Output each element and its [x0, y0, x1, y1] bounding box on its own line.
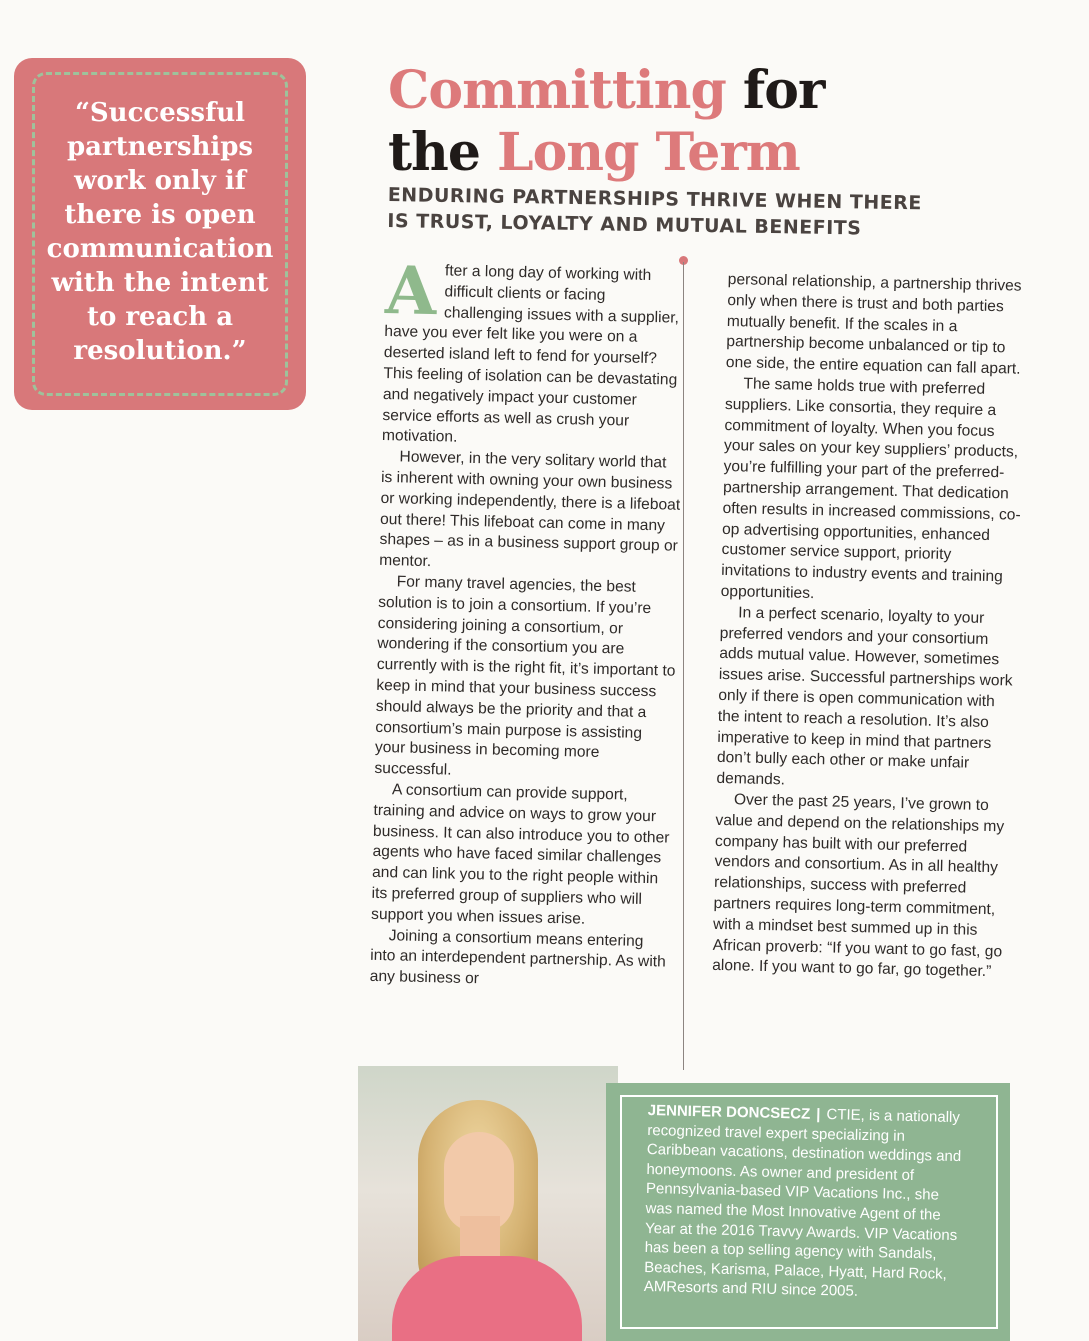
article-paragraph-5: Joining a consortium means entering into an interdependent partnership. As with any business or — [369, 926, 666, 988]
author-bio-text — [644, 1101, 968, 1304]
article-paragraph-2: However, in the very solitary world that is inherent with owning your own business or working independently, there is a lifeboat out there! This lifeboat can come in many shapes – as in a business support group or mentor. — [378, 448, 681, 571]
article-paragraph-7: In a perfect scenario, loyalty to your preferred vendors and your consortium adds mutual value. However, sometimes issues arise. Successful partnerships work only if there is open communication with the intent to reach a resolution. It’s also imperative to keep in mind that partners don’t bully each other or make unfair demands. — [716, 604, 1013, 789]
drop-cap: A — [384, 251, 438, 331]
article-headline — [388, 60, 948, 184]
article-column-right — [712, 270, 1028, 984]
article-subhead: ENDURING PARTNERSHIPS THRIVE WHEN THERE IS TRUST, LOYALTY AND MUTUAL BENEFITS — [387, 183, 922, 240]
paragraph-1-text: fter a long day of working with difficult clients or facing challenging issues with a supplier, have you ever felt like you were on a deserted island left to fend for yourself? This feeling of isolation can be devastating and negatively impact your customer service efforts as well as crush your motivation. — [381, 262, 680, 447]
pull-quote-card — [14, 58, 306, 410]
article-paragraph-1 — [381, 251, 686, 454]
author-photo-dress — [392, 1256, 582, 1341]
headline-part-3: the — [388, 122, 498, 183]
article-paragraph-3: For many travel agencies, the best solution is to join a consortium. If you’re considering joining a consortium, or wondering if the consortium you are currently with is the right fit, it’s important to keep in mind that your business success should always be the priority and that a consortium’s main purpose is assisting your business in becoming more successful. — [374, 573, 676, 779]
headline-part-2: for — [725, 60, 825, 121]
headline-part-1: Committing — [388, 60, 726, 121]
article-paragraph-5-continued: personal relationship, a partnership thrives only when there is trust and both parties mutually benefit. If the scales in a partnership become unbalanced or tip to one side, the entire equation can fall apart. — [725, 270, 1022, 378]
article-paragraph-6: The same holds true with preferred suppliers. Like consortia, they require a commitment of loyalty. When you focus your sales on your key suppliers’ products, you’re fulfilling your part of the preferred-partnership arrangement. That dedication often results in increased commissions, co-op advertising opportunities, enhanced customer service support, priority invitations to industry events and training opportunities. — [720, 375, 1021, 602]
author-name-separator: | — [816, 1105, 821, 1123]
article-column-left — [369, 251, 685, 995]
author-bio-body: CTIE, is a nationally recognized travel expert specializing in Caribbean vacations, destination weddings and honeymoons. As owner and president of Pennsylvania-based VIP Vacations Inc., she was named the Most Innovative Agent of the Year at the 2016 Travvy Awards. VIP Vacations has been a top selling agency with Sandals, Beaches, Karisma, Palace, Hyatt, Hard Rock, AMResorts and RIU since 2005. — [643, 1106, 962, 1301]
article-paragraph-4: A consortium can provide support, training and advice on ways to grow your business. It can also introduce you to other agents who have faced similar challenges and can link you to the right people within its preferred group of suppliers who will support you when issues arise. — [370, 781, 670, 928]
headline-part-4: Long Term — [497, 122, 800, 183]
author-photo — [358, 1066, 618, 1341]
pull-quote-text: “Successful partnerships work only if there is open communication with the intent to reach a resolution.” — [46, 98, 274, 366]
author-name: JENNIFER DONCSECZ — [647, 1101, 811, 1123]
author-bio-box — [606, 1083, 1010, 1341]
article-paragraph-8: Over the past 25 years, I’ve grown to value and depend on the relationships my company has built with our preferred vendors and consortium. As in all healthy relationships, success with preferred partners requires long-term commitment, with a mindset best summed up in this African proverb: “If you want to go fast, go alone. If you want to go far, go together.” — [712, 791, 1005, 981]
